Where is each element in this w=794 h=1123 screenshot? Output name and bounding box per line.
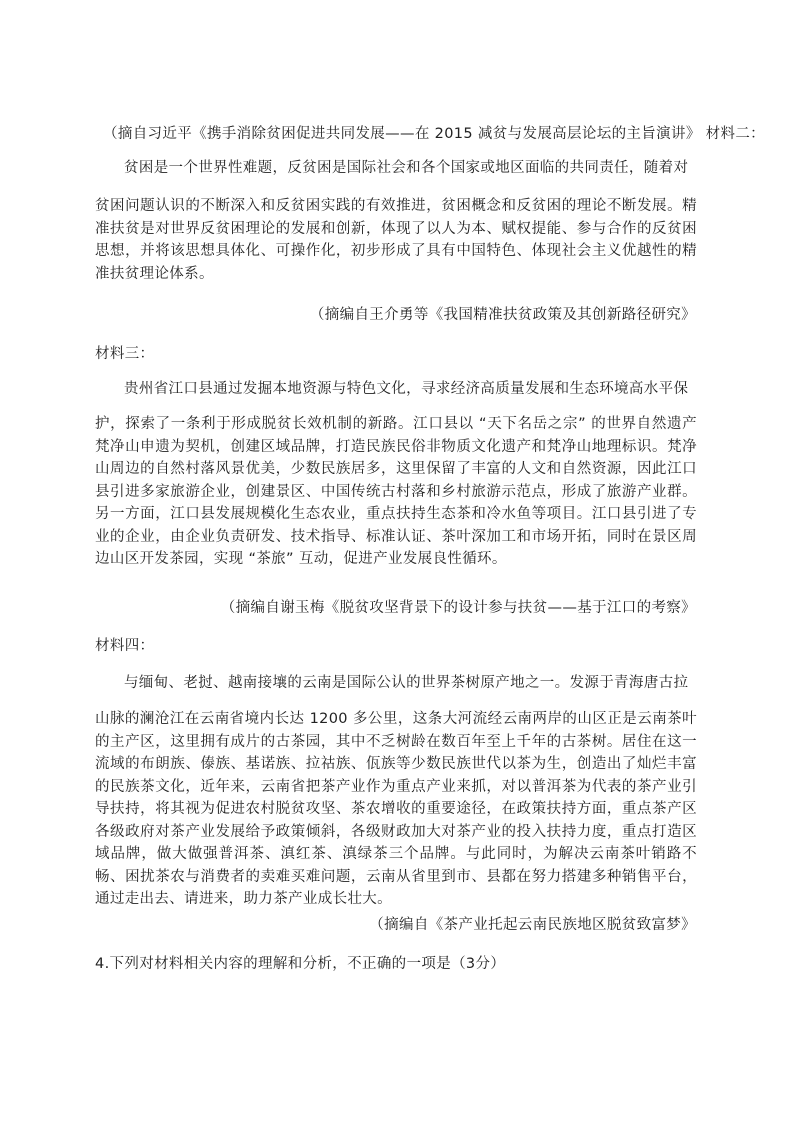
material-4-first-line: 与缅甸、老挝、越南接壤的云南是国际公认的世界茶树原产地之一。发源于青海唐古拉 bbox=[124, 675, 689, 691]
material-3-paragraph: 护，探索了一条利于形成脱贫长效机制的新路。江口县以 “天下名岳之宗” 的世界自然遗产梵净山申遗为契机，创建区域品牌，打造民族民俗非物质文化遗产和梵净山地理标识。梵净山周边的自然村落风景优美，少数民族居多，这里保留了丰富的人文和自然资源，因此江口县引进多家旅游企业，创建景区、中国传统古村落和乡村旅游示范点，形成了旅游产业群。另一方面，江口县发展规模化生态农业，重点扶持生态茶和冷水鱼等项目。江口县引进了专业的企业，由企业负责研发、技术指导、标准认证、茶叶深加工和市场开拓，同时在景区周边山区开发茶园，实现 “茶旅” 互动，促进产业发展良性循环。 bbox=[95, 416, 697, 567]
material-3-first-line: 贵州省江口县通过发掘本地资源与特色文化，寻求经济高质量发展和生态环境高水平保 bbox=[124, 381, 689, 397]
source-material-2: （摘编自王介勇等《我国精准扶贫政策及其创新路径研究》 bbox=[309, 307, 696, 323]
material-4-heading: 材料四： bbox=[95, 638, 155, 654]
material-2-first-line: 贫困是一个世界性难题，反贫困是国际社会和各个国家或地区面临的共同责任，随着对 bbox=[124, 160, 689, 176]
material-3-heading: 材料三： bbox=[95, 346, 155, 362]
material-4-paragraph: 山脉的澜沧江在云南省境内长达 1200 多公里，这条大河流经云南两岸的山区正是云南茶叶的主产区，这里拥有成片的古茶园，其中不乏树龄在数百年至上千年的古茶树。居住在这一流域的布朗族、傣族、基诺族、拉祜族、佤族等少数民族世代以茶为生，创造出了灿烂丰富的民族茶文化，近年来，云南省把茶产业作为重点产业来抓，对以普洱茶为代表的茶产业引导扶持，将其视为促进农村脱贫攻坚、茶农增收的重要途径，在政策扶持方面，重点茶产区各级政府对茶产业发展给予政策倾斜，各级财政加大对茶产业的投入扶持力度，重点打造区域品牌，做大做强普洱茶、滇红茶、滇绿茶三个品牌。与此同时，为解决云南茶叶销路不畅、困扰茶农与消费者的卖难买难问题，云南从省里到市、县都在努力搭建多种销售平台，通过走出去、请进来，助力茶产业成长壮大。 bbox=[95, 711, 697, 907]
material-2-paragraph: 贫困问题认识的不断深入和反贫困实践的有效推进，贫困概念和反贫困的理论不断发展。精准扶贫是对世界反贫困理论的发展和创新，体现了以人为本、赋权提能、参与合作的反贫困思想，并将该思想具体化、可操作化，初步形成了具有中国特色、体现社会主义优越性的精准扶贫理论体系。 bbox=[95, 198, 697, 282]
source-material-1: （摘自习近平《携手消除贫困促进共同发展——在 2015 减贫与发展高层论坛的主旨演讲》 材料二： bbox=[103, 126, 766, 142]
source-material-4: （摘编自《茶产业托起云南民族地区脱贫致富梦》 bbox=[369, 917, 696, 933]
source-material-3: （摘编自谢玉梅《脱贫攻坚背景下的设计参与扶贫——基于江口的考察》 bbox=[220, 600, 696, 616]
question-4: 4.下列对材料相关内容的理解和分析，不正确的一项是（3分） bbox=[95, 956, 506, 972]
